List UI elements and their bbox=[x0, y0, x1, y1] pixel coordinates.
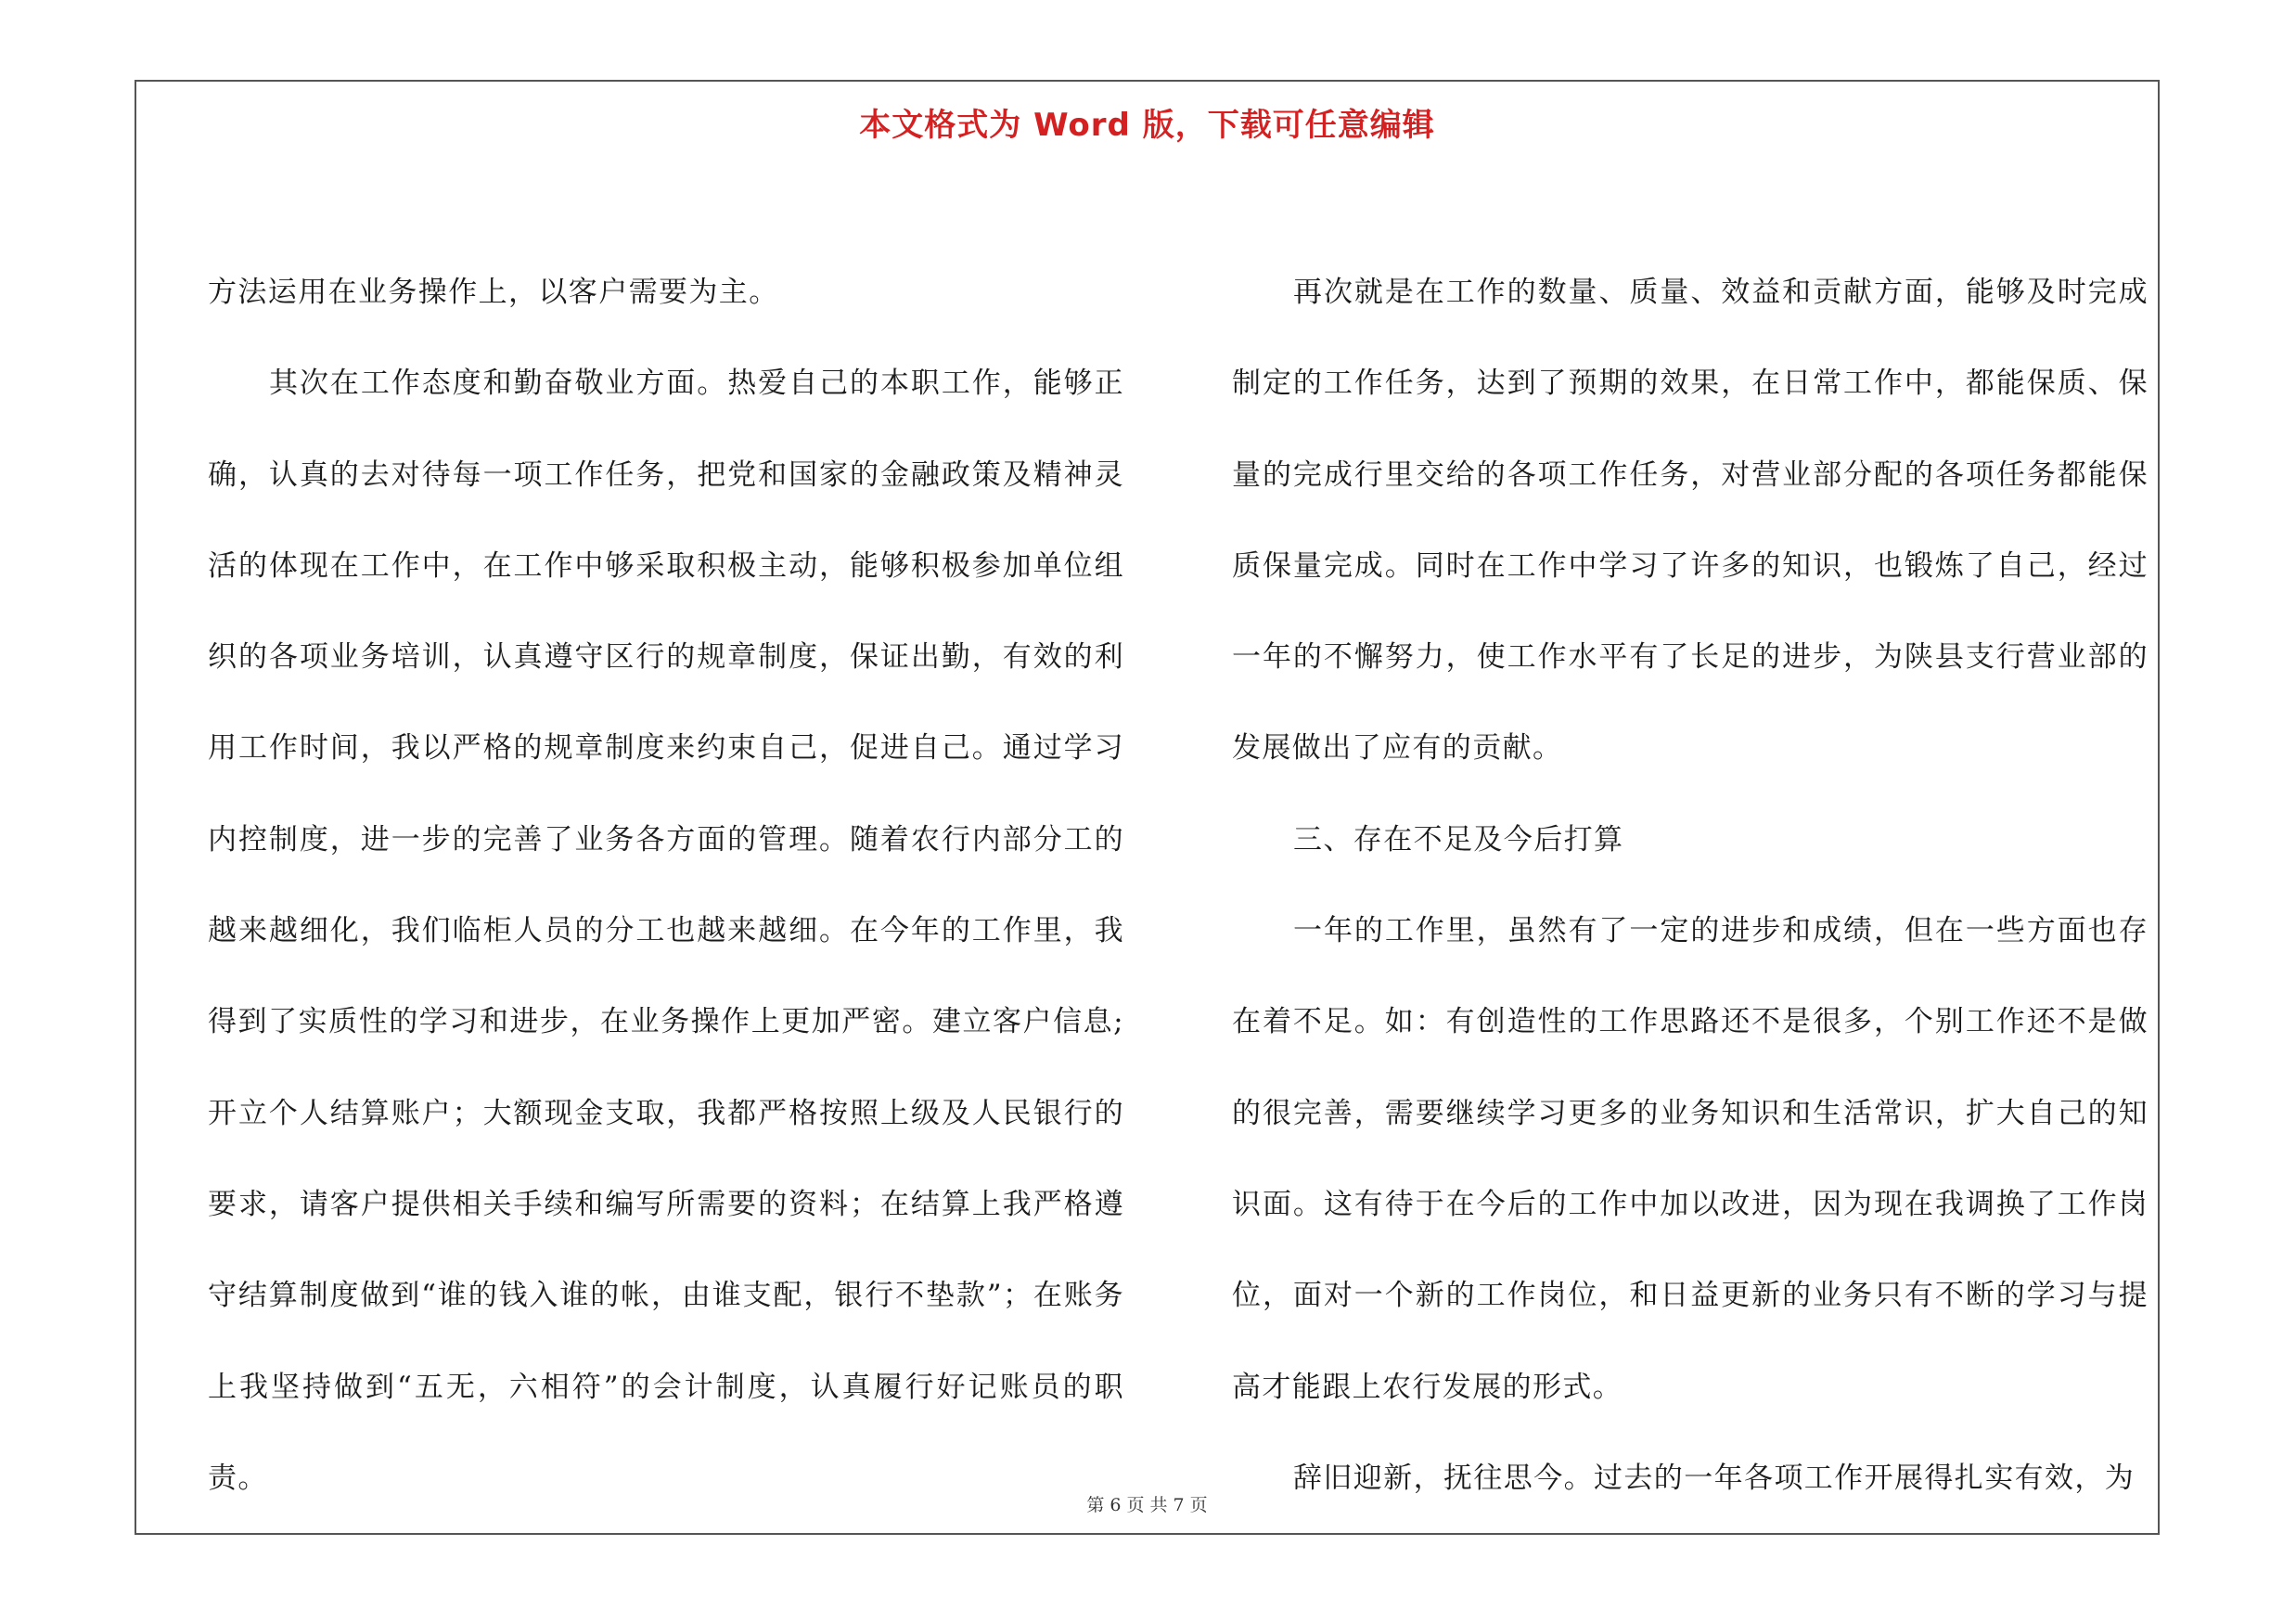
right-text-column bbox=[1232, 247, 2148, 1524]
paragraph-work-quantity: 再次就是在工作的数量、质量、效益和贡献方面，能够及时完成制定的工作任务，达到了预期的效果，在日常工作中，都能保质、保量的完成行里交给的各项工作任务，对营业部分配的各项任务都能保质保量完成。同时在工作中学习了许多的知识，也锻炼了自己，经过一年的不懈努力，使工作水平有了长足的进步，为陕县支行营业部的发展做出了应有的贡献。 bbox=[1232, 276, 2148, 766]
paragraph-conclusion-start: 辞旧迎新，抚往思今。过去的一年各项工作开展得扎实有效，为 bbox=[1293, 1461, 2136, 1495]
paragraph-shortcomings: 一年的工作里，虽然有了一定的进步和成绩，但在一些方面也存在着不足。如：有创造性的工作思路还不是很多，个别工作还不是做的很完善，需要继续学习更多的业务知识和生活常识，扩大自己的知识面。这有待于在今后的工作中加以改进，因为现在我调换了工作岗位，面对一个新的工作岗位，和日益更新的业务只有不断的学习与提高才能跟上农行发展的形式。 bbox=[1232, 914, 2148, 1404]
page-frame bbox=[135, 80, 2160, 1535]
section-heading-shortcomings: 三、存在不足及今后打算 bbox=[1293, 822, 1624, 857]
paragraph-work-attitude: 其次在工作态度和勤奋敬业方面。热爱自己的本职工作，能够正确，认真的去对待每一项工作任务，把党和国家的金融政策及精神灵活的体现在工作中，在工作中够采取积极主动，能够积极参加单位组织的各项业务培训，认真遵守区行的规章制度，保证出勤，有效的利用工作时间，我以严格的规章制度来约束自己，促进自己。通过学习内控制度，进一步的完善了业务各方面的管理。随着农行内部分工的越来越细化，我们临柜人员的分工也越来越细。在今年的工作里，我得到了实质性的学习和进步，在业务操作上更加严密。建立客户信息;开立个人结算账户；大额现金支取，我都严格按照上级及人民银行的要求，请客户提供相关手续和编写所需要的资料；在结算上我严格遵守结算制度做到“谁的钱入谁的帐，由谁支配，银行不垫款”；在账务上我坚持做到“五无，六相符”的会计制度，认真履行好记账员的职责。 bbox=[208, 367, 1124, 1495]
left-text-column bbox=[208, 247, 1124, 1524]
page-number-footer: 第 6 页 共 7 页 bbox=[1086, 1495, 1208, 1515]
format-notice-banner: 本文格式为 Word 版，下载可任意编辑 bbox=[859, 107, 1435, 144]
paragraph-continuation: 方法运用在业务操作上，以客户需要为主。 bbox=[208, 276, 779, 309]
